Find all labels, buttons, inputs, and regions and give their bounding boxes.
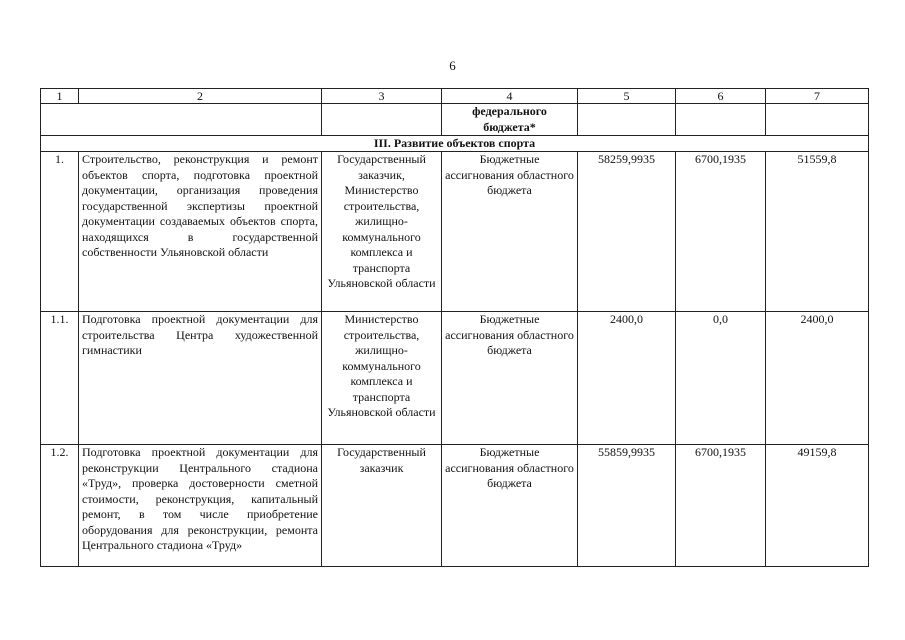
row-number: 1. <box>41 152 79 312</box>
row-number: 1.1. <box>41 312 79 445</box>
column-number: 3 <box>322 89 442 104</box>
empty-cell <box>41 104 322 136</box>
activity-name: Подготовка проектной документации для реконструкции Центрального стадиона «Труд», проверка достоверности сметной стоимости, реконструкция, капитальный ремонт, в том числе приобретение оборудования для реконструкции, ремонта Центрального стадиона «Труд» <box>79 445 322 567</box>
year-amount-2: 49159,8 <box>766 445 869 567</box>
header-continuation-row <box>41 104 869 136</box>
budget-table <box>40 88 869 567</box>
total-amount: 2400,0 <box>578 312 676 445</box>
column-number: 6 <box>676 89 766 104</box>
empty-cell <box>766 104 869 136</box>
column-number: 2 <box>79 89 322 104</box>
empty-cell <box>578 104 676 136</box>
year-amount-2: 2400,0 <box>766 312 869 445</box>
table-row <box>41 445 869 567</box>
section-row <box>41 136 869 152</box>
column-number: 1 <box>41 89 79 104</box>
empty-cell <box>676 104 766 136</box>
executor: Министерство строительства, жилищно-коммунального комплекса и транспорта Ульяновской области <box>322 312 442 445</box>
column-number-row <box>41 89 869 104</box>
funding-source: Бюджетные ассигнования областного бюджета <box>442 152 578 312</box>
table-row <box>41 312 869 445</box>
federal-budget-header: федерального бюджета* <box>442 104 578 136</box>
activity-name: Строительство, реконструкция и ремонт объектов спорта, подготовка проектной документации, организация проведения государственной экспертизы проектной документации создаваемых объектов спорта, находящихся в государственной собственности Ульяновской области <box>79 152 322 312</box>
year-amount-1: 6700,1935 <box>676 445 766 567</box>
funding-source: Бюджетные ассигнования областного бюджета <box>442 445 578 567</box>
executor: Государственный заказчик, Министерство строительства, жилищно-коммунального комплекса и транспорта Ульяновской области <box>322 152 442 312</box>
total-amount: 55859,9935 <box>578 445 676 567</box>
row-number: 1.2. <box>41 445 79 567</box>
page-number: 6 <box>449 58 456 73</box>
year-amount-2: 51559,8 <box>766 152 869 312</box>
year-amount-1: 0,0 <box>676 312 766 445</box>
total-amount: 58259,9935 <box>578 152 676 312</box>
activity-name: Подготовка проектной документации для строительства Центра художественной гимнастики <box>79 312 322 445</box>
funding-source: Бюджетные ассигнования областного бюджета <box>442 312 578 445</box>
executor: Государственный заказчик <box>322 445 442 567</box>
table-row <box>41 152 869 312</box>
year-amount-1: 6700,1935 <box>676 152 766 312</box>
column-number: 4 <box>442 89 578 104</box>
column-number: 5 <box>578 89 676 104</box>
section-title: III. Развитие объектов спорта <box>41 136 869 152</box>
column-number: 7 <box>766 89 869 104</box>
empty-cell <box>322 104 442 136</box>
